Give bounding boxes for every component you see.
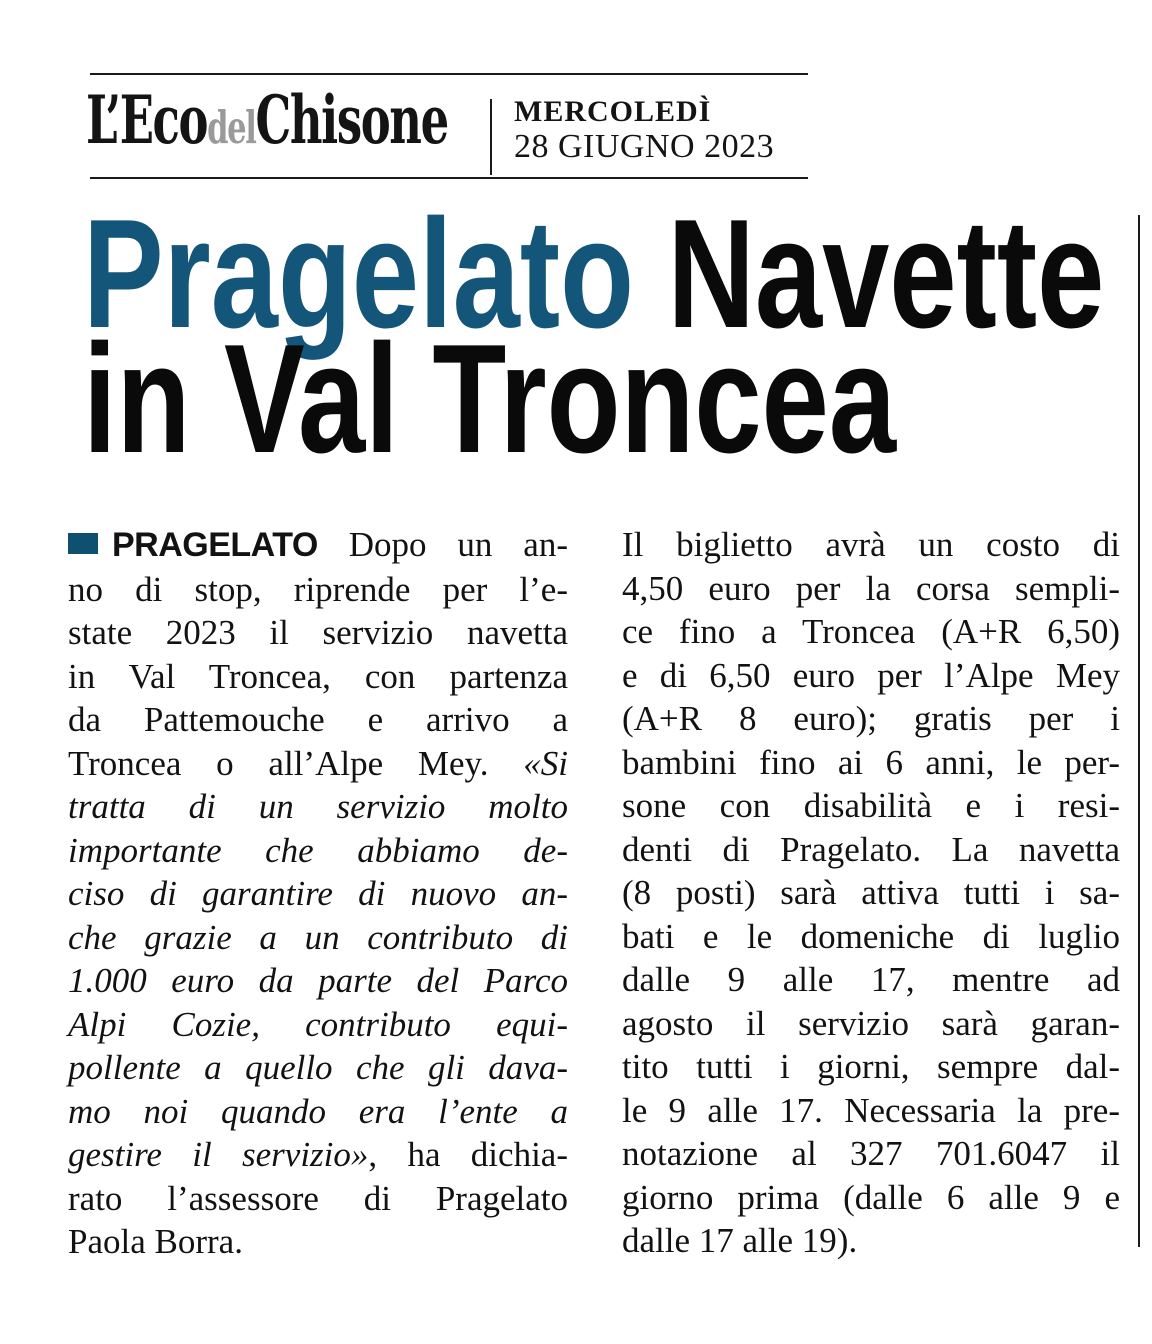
body-line: importante che abbiamo de- [68,830,568,870]
body-line: denti di Pragelato. La navetta [622,829,1120,869]
body-line: no di stop, riprende per l’e- [68,569,568,609]
body-line: da Pattemouche e arrivo a [68,700,568,739]
body-line: Il biglietto avrà un costo di [622,525,1120,564]
masthead-date-block [514,95,774,165]
newspaper-logo [86,81,448,161]
body-line: e di 6,50 euro per l’Alpe Mey [622,655,1120,695]
headline-line2: in Val Troncea [83,312,897,485]
body-line: state 2023 il servizio navetta [68,613,568,652]
body-line: in Val Troncea, con partenza [68,656,568,696]
logo-part-del: del [207,101,256,154]
body-line: ce fino a Troncea (A+R 6,50) [622,612,1120,651]
body-line: (A+R 8 euro); gratis per i [622,699,1120,738]
masthead [86,73,808,179]
date-label: 28 GIUGNO 2023 [514,128,775,165]
headline-line1-rest: Navette [633,187,1105,360]
column-rule [1138,215,1140,1247]
body-line: pollente a quello che gli dava- [68,1048,568,1087]
body-line: PRAGELATO Dopo un an- [68,523,568,568]
body-line: dalle 17 alle 19). [622,1221,858,1260]
body-line: dalle 9 alle 17, mentre ad [622,960,1120,999]
body-line: bambini fino ai 6 anni, le per- [622,742,1120,782]
body-line: giorno prima (dalle 6 alle 9 e [622,1177,1120,1217]
article-marker-square [68,533,98,554]
body-line: Troncea o all’Alpe Mey. «Si [68,743,568,783]
article-kicker: PRAGELATO [112,526,318,564]
masthead-divider-line [490,99,492,175]
headline-kicker: Pragelato [83,187,634,360]
article-column [68,523,568,1264]
body-line: 4,50 euro per la corsa sempli- [622,568,1120,608]
article-column [622,523,1120,1263]
logo-part-chisone: Chisone [255,81,448,159]
body-line: rato l’assessore di Pragelato [68,1178,568,1218]
body-line: che grazie a un contributo di [68,917,568,957]
body-line: sone con disabilità e i resi- [622,786,1120,825]
body-line: notazione al 327 701.6047 il [622,1134,1120,1173]
weekday-label: MERCOLEDÌ [514,95,712,128]
body-line: agosto il servizio sarà garan- [622,1003,1120,1043]
body-line: Alpi Cozie, contributo equi- [68,1004,568,1044]
body-line: tito tutti i giorni, sempre dal- [622,1047,1120,1086]
body-line: Paola Borra. [68,1222,243,1261]
body-line: mo noi quando era l’ente a [68,1091,568,1131]
body-line: tratta di un servizio molto [68,787,568,826]
body-line: le 9 alle 17. Necessaria la pre- [622,1090,1120,1130]
logo-part-leco: L’Eco [86,81,208,159]
body-line: gestire il servizio», ha dichia- [68,1135,568,1174]
body-line: bati e le domeniche di luglio [622,916,1120,956]
body-line: 1.000 euro da parte del Parco [68,961,568,1000]
body-line: (8 posti) sarà attiva tutti i sa- [622,873,1120,912]
body-line: ciso di garantire di nuovo an- [68,874,568,913]
